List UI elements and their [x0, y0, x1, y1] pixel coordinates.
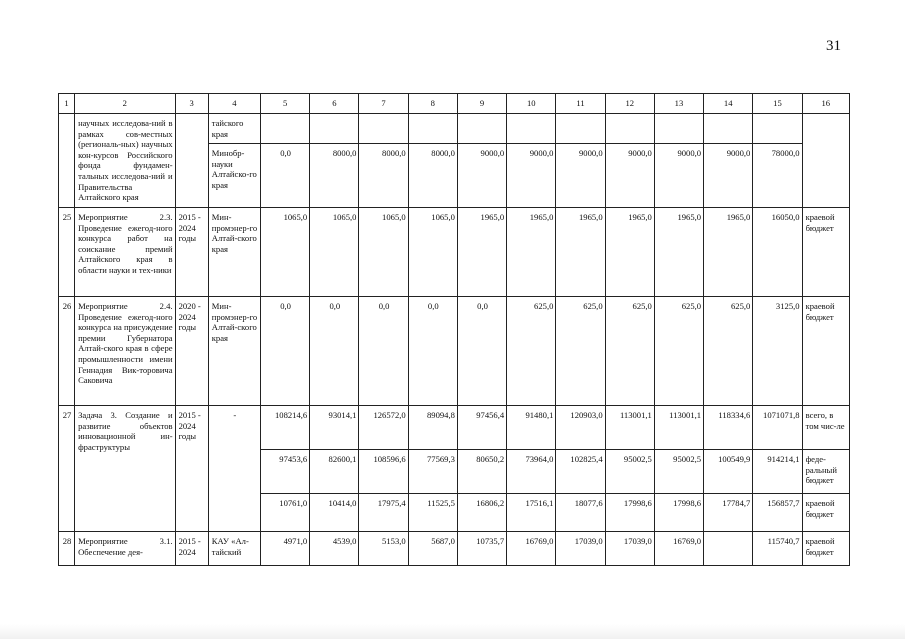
- measure-name-cell: Мероприятие 2.3. Проведение ежегод-ного конкурса работ на соискание премий Алтайского края в области науки и тех-ники: [75, 208, 176, 297]
- header-cell: 4: [208, 94, 260, 114]
- header-cell: 14: [704, 94, 753, 114]
- header-cell: 10: [507, 94, 556, 114]
- value-cell: 10735,7: [457, 532, 506, 566]
- measure-name-cell: научных исследова-ний в рамках сов-местных (региональ-ных) научных кон-курсов Российского фонда фундамен-тальных исследова-ний и Правительства Алтайского края: [75, 114, 176, 208]
- value-cell: 9000,0: [457, 144, 506, 208]
- value-cell: 16806,2: [457, 494, 506, 532]
- value-cell: 914214,1: [753, 450, 802, 494]
- value-cell: [457, 114, 506, 144]
- value-cell: 156857,7: [753, 494, 802, 532]
- value-cell: 80650,2: [457, 450, 506, 494]
- table-row: [59, 114, 850, 144]
- header-cell: 15: [753, 94, 802, 114]
- budget-table: [58, 93, 850, 566]
- value-cell: 17039,0: [556, 532, 605, 566]
- header-cell: 7: [359, 94, 408, 114]
- header-cell: 1: [59, 94, 75, 114]
- value-cell: 118334,6: [704, 406, 753, 450]
- value-cell: 17516,1: [507, 494, 556, 532]
- value-cell: 9000,0: [704, 144, 753, 208]
- header-cell: 8: [408, 94, 457, 114]
- value-cell: 0,0: [310, 297, 359, 406]
- executor-cell: Мин-промэнер-го Алтай-ского края: [208, 297, 260, 406]
- value-cell: 1965,0: [654, 208, 703, 297]
- scan-bottom-edge: [0, 624, 905, 639]
- value-cell: 113001,1: [605, 406, 654, 450]
- table-row: [59, 406, 850, 450]
- value-cell: 4539,0: [310, 532, 359, 566]
- value-cell: 1965,0: [507, 208, 556, 297]
- value-cell: 1965,0: [704, 208, 753, 297]
- value-cell: 73964,0: [507, 450, 556, 494]
- value-cell: 1965,0: [457, 208, 506, 297]
- value-cell: 78000,0: [753, 144, 802, 208]
- value-cell: 9000,0: [654, 144, 703, 208]
- value-cell: 97456,4: [457, 406, 506, 450]
- executor-cell: Мин-промэнер-го Алтай-ского края: [208, 208, 260, 297]
- value-cell: 1965,0: [556, 208, 605, 297]
- value-cell: 0,0: [359, 297, 408, 406]
- executor-cell: тайского края: [208, 114, 260, 144]
- value-cell: 100549,9: [704, 450, 753, 494]
- value-cell: [260, 114, 309, 144]
- value-cell: 0,0: [260, 144, 309, 208]
- value-cell: 5153,0: [359, 532, 408, 566]
- value-cell: 1071071,8: [753, 406, 802, 450]
- value-cell: 9000,0: [507, 144, 556, 208]
- value-cell: 108214,6: [260, 406, 309, 450]
- value-cell: 1965,0: [605, 208, 654, 297]
- value-cell: [359, 114, 408, 144]
- value-cell: 9000,0: [556, 144, 605, 208]
- header-cell: 6: [310, 94, 359, 114]
- value-cell: [704, 114, 753, 144]
- header-cell: 3: [175, 94, 208, 114]
- executor-cell: Минобр-науки Алтайско-го края: [208, 144, 260, 208]
- value-cell: 625,0: [654, 297, 703, 406]
- value-cell: 8000,0: [359, 144, 408, 208]
- header-cell: 13: [654, 94, 703, 114]
- value-cell: 9000,0: [605, 144, 654, 208]
- table-row: [59, 208, 850, 297]
- executor-cell: КАУ «Ал-тайский: [208, 532, 260, 566]
- value-cell: 10761,0: [260, 494, 309, 532]
- value-cell: 10414,0: [310, 494, 359, 532]
- value-cell: 625,0: [704, 297, 753, 406]
- table-row: [59, 297, 850, 406]
- value-cell: 16769,0: [507, 532, 556, 566]
- value-cell: 115740,7: [753, 532, 802, 566]
- value-cell: 17784,7: [704, 494, 753, 532]
- row-number-cell: 28: [59, 532, 75, 566]
- value-cell: 18077,6: [556, 494, 605, 532]
- source-cell: всего, в том чис-ле: [802, 406, 849, 450]
- row-number-cell: 25: [59, 208, 75, 297]
- header-cell: 12: [605, 94, 654, 114]
- value-cell: 120903,0: [556, 406, 605, 450]
- value-cell: [704, 532, 753, 566]
- value-cell: 8000,0: [310, 144, 359, 208]
- source-cell: [802, 114, 849, 208]
- table-row: [59, 532, 850, 566]
- period-cell: 2015 - 2024: [175, 532, 208, 566]
- value-cell: 1065,0: [408, 208, 457, 297]
- source-cell: краевой бюджет: [802, 494, 849, 532]
- value-cell: 0,0: [457, 297, 506, 406]
- value-cell: 3125,0: [753, 297, 802, 406]
- value-cell: 1065,0: [359, 208, 408, 297]
- value-cell: [605, 114, 654, 144]
- header-cell: 16: [802, 94, 849, 114]
- source-cell: краевой бюджет: [802, 532, 849, 566]
- value-cell: [408, 114, 457, 144]
- value-cell: 625,0: [507, 297, 556, 406]
- value-cell: 8000,0: [408, 144, 457, 208]
- value-cell: 4971,0: [260, 532, 309, 566]
- value-cell: 11525,5: [408, 494, 457, 532]
- value-cell: 126572,0: [359, 406, 408, 450]
- measure-name-cell: Мероприятие 3.1. Обеспечение дея-: [75, 532, 176, 566]
- value-cell: 0,0: [408, 297, 457, 406]
- source-cell: краевой бюджет: [802, 208, 849, 297]
- value-cell: 89094,8: [408, 406, 457, 450]
- header-cell: 11: [556, 94, 605, 114]
- source-cell: феде-ральный бюджет: [802, 450, 849, 494]
- value-cell: [310, 114, 359, 144]
- header-cell: 2: [75, 94, 176, 114]
- value-cell: 113001,1: [654, 406, 703, 450]
- source-cell: краевой бюджет: [802, 297, 849, 406]
- value-cell: 95002,5: [654, 450, 703, 494]
- value-cell: 77569,3: [408, 450, 457, 494]
- header-cell: 9: [457, 94, 506, 114]
- executor-cell: -: [208, 406, 260, 532]
- value-cell: 5687,0: [408, 532, 457, 566]
- value-cell: 97453,6: [260, 450, 309, 494]
- value-cell: [753, 114, 802, 144]
- row-number-cell: 27: [59, 406, 75, 532]
- value-cell: 0,0: [260, 297, 309, 406]
- value-cell: 16050,0: [753, 208, 802, 297]
- value-cell: 17039,0: [605, 532, 654, 566]
- row-number-cell: [59, 114, 75, 208]
- period-cell: [175, 114, 208, 208]
- header-cell: 5: [260, 94, 309, 114]
- row-number-cell: 26: [59, 297, 75, 406]
- value-cell: 95002,5: [605, 450, 654, 494]
- value-cell: 625,0: [605, 297, 654, 406]
- value-cell: 91480,1: [507, 406, 556, 450]
- value-cell: 17975,4: [359, 494, 408, 532]
- measure-name-cell: Мероприятие 2.4. Проведение ежегод-ного конкурса на присуждение премии Губернатора Алтай-ского края в сфере промышленности имени Геннадия Вик-торовича Саковича: [75, 297, 176, 406]
- value-cell: 108596,6: [359, 450, 408, 494]
- value-cell: 93014,1: [310, 406, 359, 450]
- value-cell: 16769,0: [654, 532, 703, 566]
- value-cell: 17998,6: [605, 494, 654, 532]
- value-cell: 17998,6: [654, 494, 703, 532]
- value-cell: [654, 114, 703, 144]
- period-cell: 2020 - 2024 годы: [175, 297, 208, 406]
- period-cell: 2015 - 2024 годы: [175, 406, 208, 532]
- value-cell: 1065,0: [310, 208, 359, 297]
- value-cell: 102825,4: [556, 450, 605, 494]
- value-cell: [507, 114, 556, 144]
- measure-name-cell: Задача 3. Создание и развитие объектов инновационной ин-фраструктуры: [75, 406, 176, 532]
- page-number: 31: [826, 38, 841, 54]
- value-cell: 625,0: [556, 297, 605, 406]
- header-row: [59, 94, 850, 114]
- value-cell: [556, 114, 605, 144]
- value-cell: 1065,0: [260, 208, 309, 297]
- period-cell: 2015 - 2024 годы: [175, 208, 208, 297]
- value-cell: 82600,1: [310, 450, 359, 494]
